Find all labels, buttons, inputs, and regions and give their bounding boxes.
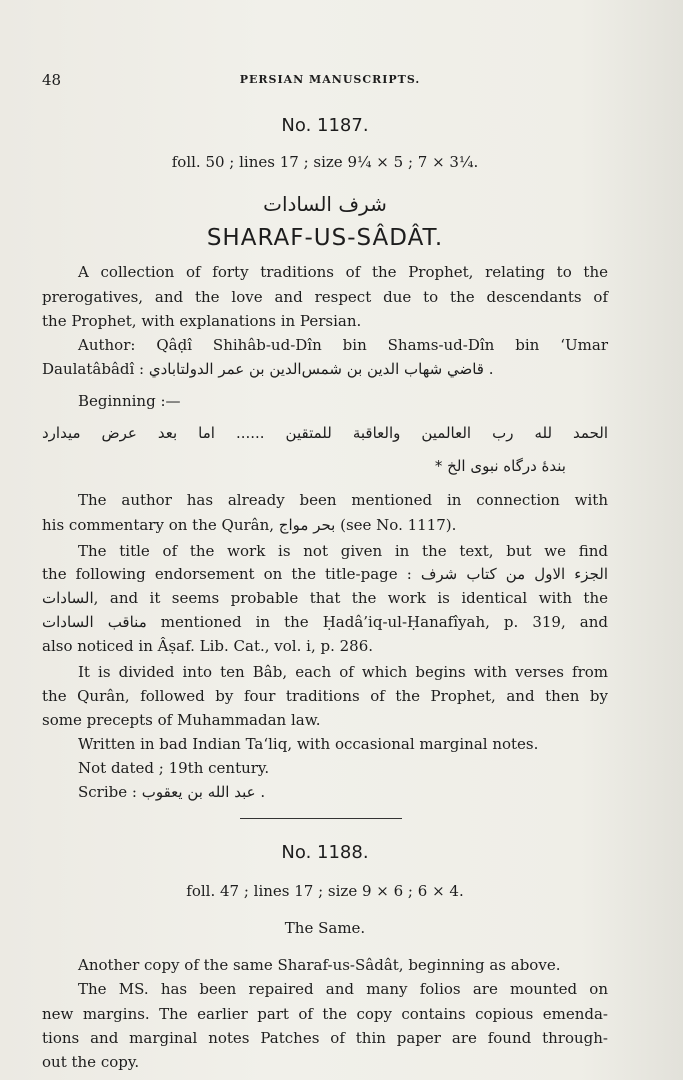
text-line: out the copy.	[42, 1053, 140, 1071]
beginning-arabic: الحمد لله رب العالمين والعاقبة للمتقين ...... اما بعد عرض میدارد	[42, 424, 608, 442]
text-line: The title of the work is not given in the text, but we find	[78, 542, 608, 560]
running-title: PERSIAN MANUSCRIPTS.	[239, 73, 421, 86]
text-line: Written in bad Indian Ta‘liq, with occasional marginal notes.	[78, 735, 539, 753]
entry-number: No. 1187.	[281, 115, 369, 136]
text-line: the Prophet, with explanations in Persian.	[42, 312, 362, 330]
author-line: Daulatâbâdî : قاضي شهاب الدين بن شمس‌الدين بن عمر الدولتابادي .	[42, 360, 494, 378]
text-line: السادات, and it seems probable that the work is identical with the	[42, 589, 608, 607]
text-line: his commentary on the Qurân, بحر مواج (see No. 1117).	[42, 516, 457, 534]
text-line: The author has already been mentioned in connection with	[78, 491, 608, 509]
text-line: Beginning :—	[78, 392, 181, 410]
text-line: Another copy of the same Sharaf-us-Sâdât, beginning as above.	[78, 956, 561, 974]
collation: foll. 50 ; lines 17 ; size 9¼ × 5 ; 7 × 3¼.	[171, 153, 479, 171]
text-line: the following endorsement on the title-page : الجزء الاول من كتاب شرف	[42, 565, 608, 583]
collation: foll. 47 ; lines 17 ; size 9 × 6 ; 6 × 4.	[186, 882, 464, 900]
text-line: مناقب السادات mentioned in the Ḥadâ’iq-ul-Ḥanafîyah, p. 319, and	[42, 613, 608, 631]
text-line: some precepts of Muhammadan law.	[42, 711, 321, 729]
page-number: 48	[42, 71, 62, 89]
text-line: new margins. The earlier part of the copy contains copious emenda-	[42, 1005, 608, 1023]
author-line: Author: Qâḍî Shihâb-ud-Dîn bin Shams-ud-Dîn bin ‘Umar	[78, 336, 608, 354]
entry-title: The Same.	[284, 919, 366, 937]
date-line: Not dated ; 19th century.	[78, 759, 270, 777]
text-line: tions and marginal notes Patches of thin paper are found through-	[42, 1029, 608, 1047]
scribe-line: Scribe : عبد الله بن يعقوب .	[78, 783, 266, 801]
text-line: A collection of forty traditions of the Prophet, relating to the	[78, 263, 608, 281]
text-line: It is divided into ten Bâb, each of which begins with verses from	[78, 663, 608, 681]
text-line: prerogatives, and the love and respect due to the descendants of	[42, 288, 608, 306]
text-line: The MS. has been repaired and many folios are mounted on	[78, 980, 608, 998]
entry-number: No. 1188.	[281, 842, 369, 863]
section-divider	[240, 818, 402, 819]
title-arabic: شرف السادات	[263, 192, 387, 216]
entry-title: SHARAF-US-SÂDÂT.	[206, 225, 444, 251]
text-line: the Qurân, followed by four traditions of the Prophet, and then by	[42, 687, 608, 705]
beginning-arabic: بندهٔ درگاه نبوی الخ *	[434, 457, 566, 475]
text-line: also noticed in Âṣaf. Lib. Cat., vol. i, p. 286.	[42, 637, 374, 655]
